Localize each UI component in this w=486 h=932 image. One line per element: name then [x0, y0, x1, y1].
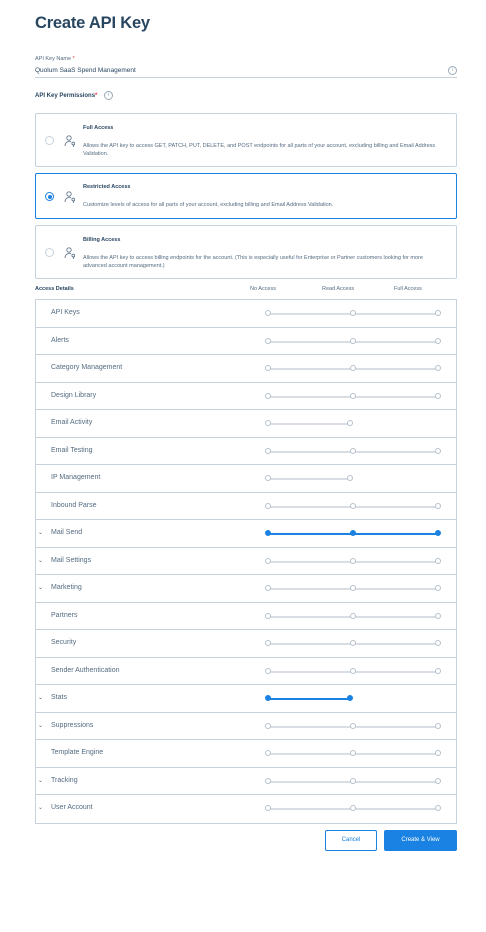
permission-option-restricted-access[interactable]: [35, 173, 457, 219]
access-row-label: API Keys: [51, 309, 80, 316]
access-row: [36, 740, 456, 768]
create-and-view-button[interactable]: Create & View: [384, 830, 457, 851]
access-slider-track[interactable]: [268, 478, 350, 480]
access-slider-stop[interactable]: [347, 695, 353, 701]
chevron-down-icon[interactable]: ⌄: [38, 530, 44, 536]
radio-button[interactable]: [45, 192, 54, 201]
access-slider-stop[interactable]: [350, 778, 356, 784]
access-details-table: [35, 299, 457, 824]
access-row-label: Design Library: [51, 391, 97, 399]
permission-description: Customize levels of access for all parts of your account, excluding billing and Email Address Validation.: [83, 202, 334, 208]
access-row-label: Partners: [51, 611, 78, 619]
permission-option-billing-access[interactable]: [35, 225, 457, 279]
access-slider-stop[interactable]: [350, 668, 356, 674]
access-row: [36, 410, 456, 438]
access-slider-stop[interactable]: [435, 393, 441, 399]
access-row-label: Email Testing: [51, 446, 93, 454]
access-row: [36, 300, 456, 328]
access-row: [36, 603, 456, 631]
access-slider-stop[interactable]: [265, 530, 271, 536]
required-mark: *: [95, 93, 98, 99]
access-slider-stop[interactable]: [265, 393, 271, 399]
key-user-icon: [63, 190, 77, 204]
access-slider-stop[interactable]: [350, 448, 356, 454]
access-slider-stop[interactable]: [435, 805, 441, 811]
access-slider-stop[interactable]: [350, 365, 356, 371]
access-row-label: Alerts: [51, 336, 69, 344]
access-slider-stop[interactable]: [265, 778, 271, 784]
access-slider-stop[interactable]: [435, 613, 441, 619]
chevron-down-icon[interactable]: ⌄: [38, 557, 44, 564]
access-slider-stop[interactable]: [435, 778, 441, 784]
column-full-access: Full Access: [394, 286, 422, 292]
access-row-label: User Account: [51, 804, 93, 811]
permissions-info-icon[interactable]: i: [104, 91, 113, 100]
access-row: [36, 520, 456, 548]
column-no-access: No Access: [250, 286, 276, 292]
access-slider-stop[interactable]: [350, 585, 356, 591]
access-slider-stop[interactable]: [435, 448, 441, 454]
access-row: [36, 685, 456, 713]
access-slider-stop[interactable]: [435, 503, 441, 509]
access-row: [36, 355, 456, 383]
access-row-label: Mail Settings: [51, 556, 92, 564]
access-slider-stop[interactable]: [435, 750, 441, 756]
access-slider-stop[interactable]: [350, 558, 356, 564]
access-slider-stop[interactable]: [350, 723, 356, 729]
access-row: [36, 658, 456, 686]
access-row-label: IP Management: [51, 474, 101, 481]
permission-option-full-access[interactable]: [35, 113, 457, 167]
access-row-label: Category Management: [51, 364, 123, 371]
access-row: [36, 630, 456, 658]
access-slider-stop[interactable]: [265, 668, 271, 674]
access-row: [36, 548, 456, 576]
required-mark: *: [72, 56, 75, 62]
permission-description: Allows the API key to access billing endpoints for the account. (This is especially useful for Enterprise or Partner customers looking for more advanced account management.): [83, 255, 423, 269]
access-slider-stop[interactable]: [350, 393, 356, 399]
column-read-access: Read Access: [322, 286, 355, 292]
access-slider-stop[interactable]: [265, 365, 271, 371]
chevron-down-icon[interactable]: ⌄: [38, 777, 44, 784]
access-slider-stop[interactable]: [265, 613, 271, 619]
access-slider-track[interactable]: [268, 423, 350, 425]
api-key-name-label: [35, 56, 75, 62]
access-slider-stop[interactable]: [265, 640, 271, 646]
info-icon[interactable]: i: [448, 66, 457, 75]
access-details-heading: Access Details: [35, 286, 74, 292]
key-user-icon: [63, 246, 77, 260]
radio-button[interactable]: [45, 136, 54, 145]
access-slider-stop[interactable]: [347, 420, 353, 426]
access-row: [36, 768, 456, 796]
access-row-label: Mail Send: [51, 529, 83, 536]
access-slider-stop[interactable]: [435, 338, 441, 344]
access-row-label: Suppressions: [51, 721, 94, 729]
page-title: Create API Key: [35, 14, 150, 32]
chevron-down-icon[interactable]: ⌄: [38, 722, 44, 729]
access-slider-stop[interactable]: [347, 475, 353, 481]
access-row: [36, 438, 456, 466]
access-row: [36, 575, 456, 603]
access-row: [36, 328, 456, 356]
permission-description: Allows the API key to access GET, PATCH, PUT, DELETE, and POST endpoints for all parts of your account, excluding billing and Email Address Validation.: [83, 143, 436, 157]
cancel-button[interactable]: Cancel: [325, 830, 377, 851]
access-slider-stop[interactable]: [435, 723, 441, 729]
access-slider-stop[interactable]: [350, 530, 356, 536]
permission-title: Full Access: [83, 125, 114, 131]
chevron-down-icon[interactable]: ⌄: [38, 695, 44, 701]
access-slider-stop[interactable]: [265, 558, 271, 564]
access-slider-stop[interactable]: [265, 420, 271, 426]
api-key-name-input[interactable]: [35, 64, 457, 78]
access-slider-stop[interactable]: [265, 503, 271, 509]
access-row-label: Tracking: [51, 776, 78, 784]
access-slider-stop[interactable]: [435, 530, 441, 536]
access-slider-stop[interactable]: [350, 503, 356, 509]
access-slider-stop[interactable]: [265, 448, 271, 454]
access-slider-stop[interactable]: [435, 365, 441, 371]
permissions-heading-text: API Key Permissions: [35, 93, 96, 99]
access-row-label: Marketing: [51, 584, 82, 591]
access-slider-stop[interactable]: [350, 613, 356, 619]
access-slider-stop[interactable]: [265, 310, 271, 316]
api-key-name-label-text: API Key Name: [35, 56, 72, 62]
permissions-heading: [35, 93, 97, 99]
access-row-label: Sender Authentication: [51, 666, 120, 674]
access-row: [36, 465, 456, 493]
access-row-label: Email Activity: [51, 419, 93, 426]
access-slider-stop[interactable]: [350, 310, 356, 316]
radio-button[interactable]: [45, 248, 54, 257]
access-slider-stop[interactable]: [435, 558, 441, 564]
key-user-icon: [63, 134, 77, 148]
access-slider-stop[interactable]: [265, 805, 271, 811]
access-slider-stop[interactable]: [435, 310, 441, 316]
chevron-down-icon[interactable]: ⌄: [38, 805, 44, 811]
access-slider-stop[interactable]: [265, 585, 271, 591]
access-row: [36, 713, 456, 741]
access-slider-stop[interactable]: [265, 723, 271, 729]
access-row-label: Inbound Parse: [51, 501, 97, 509]
access-slider-stop[interactable]: [350, 750, 356, 756]
access-slider-stop[interactable]: [435, 640, 441, 646]
access-slider-stop[interactable]: [435, 668, 441, 674]
access-row-label: Security: [51, 639, 77, 646]
permission-title: Billing Access: [83, 237, 121, 243]
access-slider-fill: [268, 698, 350, 700]
access-row-label: Template Engine: [51, 749, 104, 756]
access-row-label: Stats: [51, 694, 67, 701]
access-slider-stop[interactable]: [265, 475, 271, 481]
access-slider-stop[interactable]: [265, 750, 271, 756]
access-slider-stop[interactable]: [350, 338, 356, 344]
chevron-down-icon[interactable]: ⌄: [38, 585, 44, 591]
access-row: [36, 795, 456, 823]
access-slider-stop[interactable]: [435, 585, 441, 591]
access-slider-stop[interactable]: [350, 640, 356, 646]
access-slider-stop[interactable]: [265, 695, 271, 701]
access-row: [36, 493, 456, 521]
access-row: [36, 383, 456, 411]
access-slider-stop[interactable]: [350, 805, 356, 811]
access-slider-stop[interactable]: [265, 338, 271, 344]
permission-title: Restricted Access: [83, 184, 131, 190]
